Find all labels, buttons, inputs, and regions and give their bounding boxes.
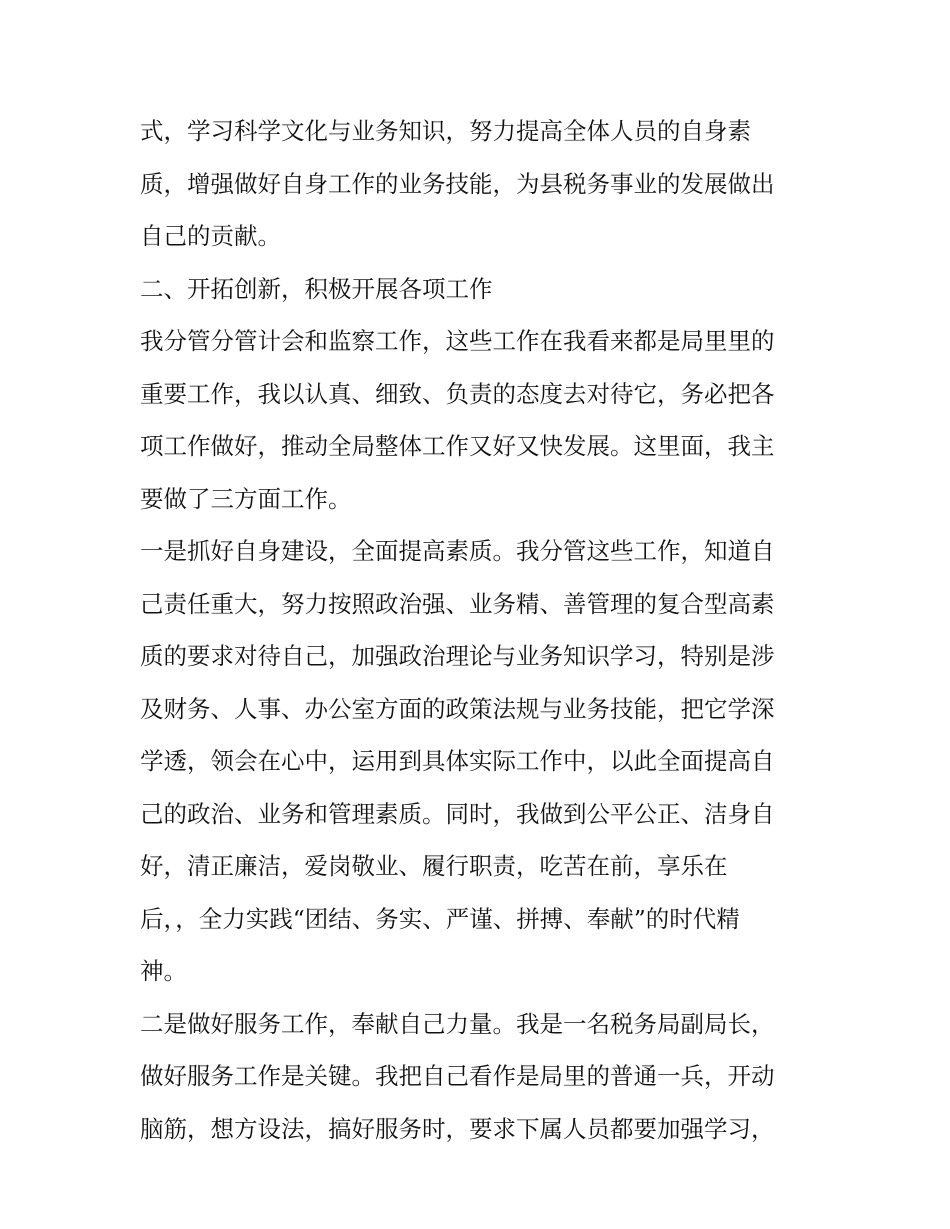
text-line: 我分管分管计会和监察工作，这些工作在我看来都是局里里的: [140, 327, 775, 355]
text-line: 要做了三方面工作。: [140, 484, 352, 513]
text-line: 二是做好服务工作，奉献自己力量。我是一名税务局副局长，: [140, 1009, 775, 1038]
text-line: 项工作做好，推动全局整体工作又好又快发展。这里面，我主: [140, 432, 775, 460]
text-line: 一是抓好自身建设，全面提高素质。我分管这些工作，知道自: [140, 537, 775, 565]
text-line: 神。: [140, 957, 187, 985]
section-heading: 二、开拓创新，积极开展各项工作: [140, 274, 493, 303]
text-line: 好，清正廉洁，爱岗敬业、履行职责，吃苦在前，享乐在: [140, 852, 728, 880]
document-body: [140, 105, 820, 1155]
text-line: 重要工作，我以认真、细致、负责的态度去对待它，务必把各: [140, 379, 775, 408]
text-line: 做好服务工作是关键。我把自己看作是局里的普通一兵，开动: [140, 1062, 775, 1090]
text-line: 学透，领会在心中，运用到具体实际工作中，以此全面提高自: [140, 747, 775, 775]
text-line: 质，增强做好自身工作的业务技能，为县税务事业的发展做出: [140, 169, 775, 198]
text-line: 式，学习科学文化与业务知识，努力提高全体人员的自身素: [140, 117, 751, 145]
text-line: 质的要求对待自己，加强政治理论与业务知识学习，特别是涉: [140, 642, 775, 670]
text-line: 及财务、人事、办公室方面的政策法规与业务技能，把它学深: [140, 694, 775, 723]
text-line: 己责任重大，努力按照政治强、业务精、善管理的复合型高素: [140, 589, 775, 618]
text-line: 己的政治、业务和管理素质。同时，我做到公平公正、洁身自: [140, 799, 775, 828]
text-line: 后，，全力实践“团结、务实、严谨、拼搏、奉献”的时代精: [140, 904, 740, 933]
text-line: 脑筋，想方设法，搞好服务时，要求下属人员都要加强学习，: [140, 1114, 775, 1143]
text-line: 自己的贡献。: [140, 222, 281, 250]
